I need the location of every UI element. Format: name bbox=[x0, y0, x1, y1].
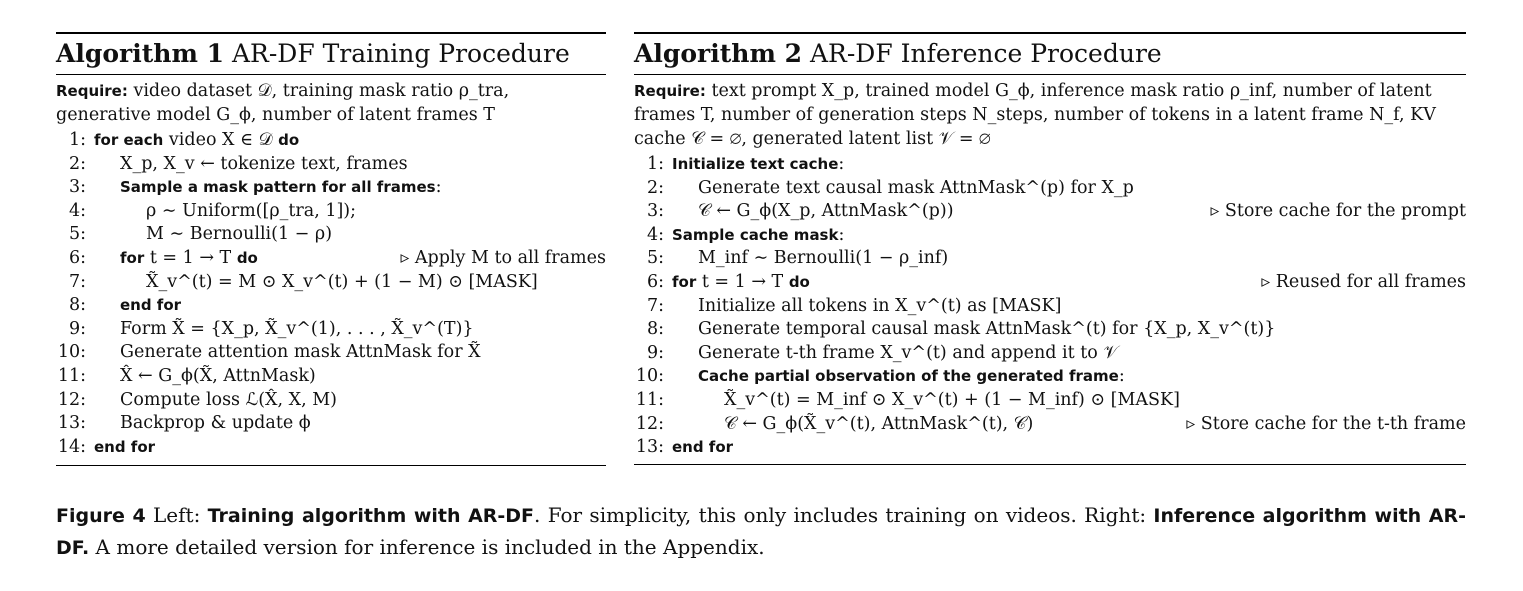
line-number: 5: bbox=[646, 248, 664, 269]
line-body bbox=[724, 389, 1180, 413]
figure-label: Figure 4 bbox=[56, 505, 146, 527]
line-number: 13: bbox=[635, 437, 664, 458]
line-number: 14: bbox=[57, 436, 86, 457]
line-text: Generate attention mask AttnMask for X̃ bbox=[120, 342, 481, 363]
line-text: X̃_v^(t) = M ⊙ X_v^(t) + (1 − M) ⊙ [MASK] bbox=[146, 271, 538, 292]
line-text: Backprop & update ϕ bbox=[120, 413, 311, 434]
algorithm-line bbox=[56, 200, 606, 224]
line-body bbox=[120, 412, 311, 436]
algorithm-title: AR-DF Inference Procedure bbox=[809, 39, 1162, 68]
line-text: M ∼ Bernoulli(1 − ρ) bbox=[146, 224, 333, 245]
algorithm-number: Algorithm 2 bbox=[634, 39, 802, 68]
line-number: 9: bbox=[646, 342, 664, 363]
line-body bbox=[698, 365, 1125, 389]
line-body bbox=[672, 271, 810, 295]
line-body bbox=[146, 223, 332, 247]
line-body bbox=[698, 342, 1118, 366]
algorithm-title: AR-DF Training Procedure bbox=[231, 39, 570, 68]
algorithm-line bbox=[634, 365, 1466, 389]
line-number: 1: bbox=[646, 154, 664, 174]
line-body bbox=[120, 318, 474, 342]
line-body bbox=[698, 295, 1061, 319]
keyword: Cache partial observation of the generated frame bbox=[698, 367, 1119, 386]
keyword: end for bbox=[672, 438, 734, 457]
line-number: 11: bbox=[635, 389, 664, 410]
keyword: for bbox=[120, 248, 145, 267]
algorithm-lines bbox=[56, 129, 606, 459]
algorithm-line bbox=[634, 153, 1466, 177]
algorithm-line bbox=[56, 341, 606, 365]
algorithm-line bbox=[56, 153, 606, 177]
line-text: t = 1 → T bbox=[701, 271, 784, 292]
bottom-rule bbox=[56, 465, 606, 466]
algorithm-line bbox=[56, 389, 606, 413]
line-number: 6: bbox=[68, 247, 86, 268]
caption-tail: A more detailed version for inference is included in the Appendix. bbox=[95, 535, 765, 559]
algorithm-line bbox=[56, 412, 606, 436]
algorithm-number: Algorithm 1 bbox=[56, 39, 224, 68]
require-keyword: Require: bbox=[56, 82, 128, 100]
line-text: X̃_v^(t) = M_inf ⊙ X_v^(t) + (1 − M_inf) ⊙ [MASK] bbox=[724, 389, 1180, 410]
line-text: : bbox=[435, 177, 442, 198]
line-number: 3: bbox=[68, 177, 86, 198]
line-text: video X ∈ 𝒟 bbox=[168, 130, 273, 150]
caption-middle: . For simplicity, this only includes training on videos. Right: bbox=[534, 503, 1147, 527]
line-comment: ▹ Store cache for the prompt bbox=[1210, 201, 1466, 222]
figure-caption bbox=[56, 500, 1466, 564]
line-text: t = 1 → T bbox=[149, 247, 232, 268]
line-body bbox=[120, 389, 337, 413]
keyword: for each bbox=[94, 131, 164, 149]
line-number: 8: bbox=[68, 295, 86, 316]
caption-left: Left: bbox=[153, 503, 201, 527]
keyword: end for bbox=[94, 437, 156, 456]
line-number: 10: bbox=[635, 366, 664, 387]
algorithm-line bbox=[56, 176, 606, 200]
line-body bbox=[672, 436, 733, 460]
line-number: 4: bbox=[68, 200, 86, 221]
line-body bbox=[672, 153, 844, 177]
line-text: Form X̃ = {X_p, X̃_v^(1), . . . , X̃_v^(T)} bbox=[120, 318, 474, 339]
algorithm-line bbox=[634, 224, 1466, 248]
line-comment: ▹ Reused for all frames bbox=[1261, 271, 1466, 292]
line-body bbox=[94, 436, 155, 460]
line-number: 7: bbox=[646, 295, 664, 316]
line-text: Generate t-th frame X_v^(t) and append it to 𝒱 bbox=[698, 342, 1118, 363]
algorithm-line bbox=[634, 436, 1466, 460]
algorithm-line bbox=[56, 271, 606, 295]
require-text: text prompt X_p, trained model G_ϕ, inference mask ratio ρ_inf, number of latent frames T, number of generation steps N_steps, number of tokens in a latent frame N_f, KV cache 𝒞 = ∅, generated latent list 𝒱 = ∅ bbox=[634, 81, 1436, 149]
caption-right-bold: Inference algorithm with AR-DF. bbox=[56, 505, 1467, 559]
line-text: Initialize all tokens in X_v^(t) as [MASK] bbox=[698, 295, 1062, 316]
require-block bbox=[56, 75, 606, 127]
line-body bbox=[120, 365, 316, 389]
line-body bbox=[120, 341, 481, 365]
line-text: : bbox=[838, 154, 845, 174]
line-text: ρ ∼ Uniform([ρ_tra, 1]); bbox=[146, 200, 356, 221]
line-number: 6: bbox=[646, 271, 664, 292]
line-text: X_p, X_v ← tokenize text, frames bbox=[120, 153, 408, 174]
line-text: X̂ ← G_ϕ(X̃, AttnMask) bbox=[120, 365, 316, 386]
line-body bbox=[698, 177, 1134, 201]
keyword: do bbox=[788, 272, 810, 291]
algorithm-line bbox=[56, 247, 606, 271]
algorithm-line bbox=[634, 177, 1466, 201]
line-body bbox=[120, 294, 181, 318]
line-number: 2: bbox=[646, 177, 664, 198]
line-body bbox=[94, 129, 299, 153]
require-text: video dataset 𝒟, training mask ratio ρ_tra, generative model G_ϕ, number of latent frames T bbox=[56, 81, 510, 125]
algorithm-2 bbox=[634, 32, 1466, 465]
line-number: 4: bbox=[646, 224, 664, 245]
line-text: 𝒞 ← G_ϕ(X_p, AttnMask^(p)) bbox=[698, 201, 954, 222]
line-text: M_inf ∼ Bernoulli(1 − ρ_inf) bbox=[698, 248, 949, 269]
algorithm-line bbox=[56, 365, 606, 389]
line-body bbox=[698, 318, 1275, 342]
algorithm-2-header bbox=[634, 34, 1466, 75]
keyword: end for bbox=[120, 296, 182, 315]
line-number: 11: bbox=[57, 365, 86, 386]
line-text: : bbox=[1118, 366, 1125, 387]
algorithm-1-header bbox=[56, 34, 606, 75]
keyword: Sample cache mask bbox=[672, 225, 839, 244]
algorithm-line bbox=[56, 318, 606, 342]
algorithm-line bbox=[634, 342, 1466, 366]
line-text: 𝒞 ← G_ϕ(X̃_v^(t), AttnMask^(t), 𝒞) bbox=[724, 413, 1034, 434]
keyword: Sample a mask pattern for all frames bbox=[120, 178, 436, 197]
keyword: do bbox=[278, 131, 300, 149]
require-keyword: Require: bbox=[634, 82, 706, 100]
algorithm-line bbox=[56, 129, 606, 153]
line-number: 10: bbox=[57, 342, 86, 363]
algorithm-line bbox=[56, 436, 606, 460]
line-body bbox=[120, 247, 258, 271]
line-number: 5: bbox=[68, 224, 86, 245]
keyword: for bbox=[672, 272, 697, 291]
keyword: do bbox=[236, 248, 258, 267]
algorithm-line bbox=[634, 200, 1466, 224]
line-text: Generate text causal mask AttnMask^(p) for X_p bbox=[698, 177, 1134, 198]
line-comment: ▹ Apply M to all frames bbox=[400, 247, 606, 268]
line-text: Generate temporal causal mask AttnMask^(t) for {X_p, X_v^(t)} bbox=[698, 319, 1276, 340]
line-body bbox=[672, 224, 844, 248]
algorithm-1 bbox=[56, 32, 606, 466]
line-number: 8: bbox=[646, 319, 664, 340]
algorithm-line bbox=[634, 295, 1466, 319]
require-block bbox=[634, 75, 1466, 151]
line-number: 7: bbox=[68, 271, 86, 292]
line-text: : bbox=[838, 224, 845, 245]
line-number: 13: bbox=[57, 413, 86, 434]
algorithm-line bbox=[634, 413, 1466, 437]
algorithm-line bbox=[634, 247, 1466, 271]
line-body bbox=[120, 176, 442, 200]
line-body bbox=[146, 271, 538, 295]
algorithm-line bbox=[634, 318, 1466, 342]
line-number: 3: bbox=[646, 201, 664, 222]
line-number: 9: bbox=[68, 318, 86, 339]
algorithm-line bbox=[634, 389, 1466, 413]
algorithm-lines bbox=[634, 153, 1466, 460]
caption-left-bold: Training algorithm with AR-DF bbox=[207, 505, 535, 527]
line-body bbox=[698, 247, 948, 271]
line-body bbox=[120, 153, 408, 177]
line-text: Compute loss ℒ(X̂, X, M) bbox=[120, 389, 337, 410]
bottom-rule bbox=[634, 464, 1466, 465]
line-number: 2: bbox=[68, 153, 86, 174]
line-body bbox=[724, 413, 1033, 437]
line-number: 12: bbox=[635, 413, 664, 434]
algorithm-line bbox=[56, 223, 606, 247]
keyword: Initialize text cache bbox=[672, 155, 839, 173]
algorithm-line bbox=[634, 271, 1466, 295]
line-number: 1: bbox=[68, 130, 86, 150]
line-comment: ▹ Store cache for the t-th frame bbox=[1186, 413, 1466, 434]
line-number: 12: bbox=[57, 389, 86, 410]
algorithm-line bbox=[56, 294, 606, 318]
line-body bbox=[698, 200, 954, 224]
line-body bbox=[146, 200, 356, 224]
